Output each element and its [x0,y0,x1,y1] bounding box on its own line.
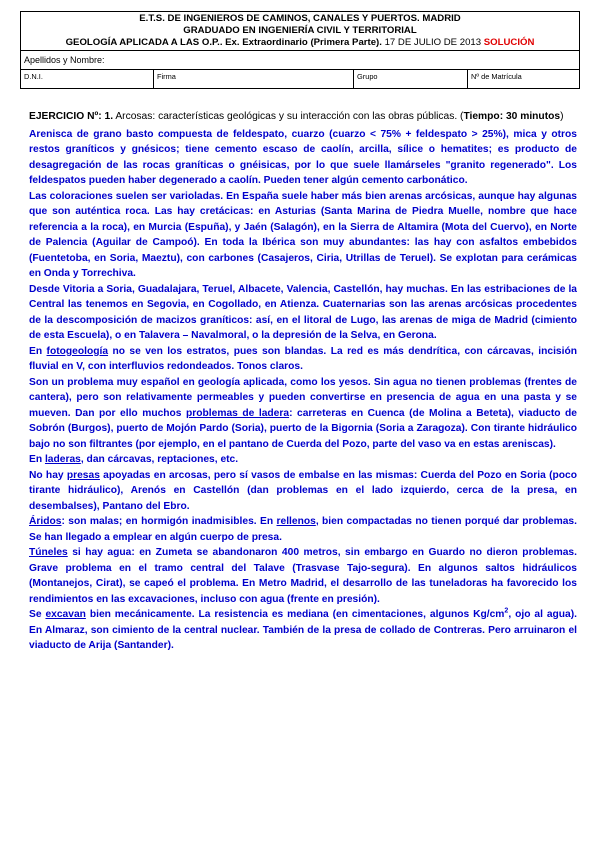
exercise-label: EJERCICIO Nº: 1. [29,111,114,122]
keyword-dams: presas [66,469,100,481]
name-label: Apellidos y Nombre: [24,55,105,65]
exam-header-table [20,11,580,89]
keyword-tunnels: Túneles [29,547,68,558]
registration-number-label: Nº de Matrícula [471,72,522,81]
exercise-time: Tiempo: 30 minutos [463,111,561,122]
exam-subject: GEOLOGÍA APLICADA A LAS O.P.. Ex. Extraordinario (Primera Parte). [65,37,382,48]
signature-label: Firma [157,72,176,81]
answer-paragraph-slopes: En laderas, dan cárcavas, reptaciones, etc. [29,454,239,465]
answer-paragraph-composition: Arenisca de grano basto compuesta de feldespato, cuarzo (cuarzo < 75% + feldespato > 25%), mica y otros restos graníticos y gnésicos; tiene cemento escaso de caolín, arcilla, sílice o hematites; es producto de desagregación de las rocas graníticas o gnéisicas, por lo que suele llamárseles "granito regenerado". Los feldespatos pueden haber degenerado a caolín. Pueden tener algún cemento carbonático. [29,128,577,186]
superscript-two: 2 [504,607,509,615]
keyword-photogeology: fotogeología [46,345,109,357]
keyword-excavation: excavan [45,609,86,620]
dni-field [21,70,154,89]
answer-paragraph-slope-problems: Son un problema muy español en geología aplicada, como los yesos. Sin agua no tienen problemas (frentes de cantera), pero son relativamente permeables y pueden convertirse en presencia de agua en una pasta y se mueven. Dan por ello muchos problemas de ladera: carreteras en Cuenca (de Molina a Beteta), viaducto de Sobrón (Burgos), puerto de Mojón Pardo (Soria), puerto de la Bigornia (Soria a Zaragoza). Con tirante hidráulico bajo no son filtrantes (por ejemplo, en el pantano de Cuerda del Pozo, parte del vaso va en estas areniscas). [29,376,577,450]
exam-date: 17 DE JULIO DE 2013 [381,37,482,48]
keyword-slopes: laderas [44,454,81,465]
group-label: Grupo [357,72,378,81]
answer-paragraph-photogeology: En fotogeología no se ven los estratos, pues son blandas. La red es más dendrítica, con cárcavas, incisión fluvial en V, con interfluvios redondeados. Tonos claros. [29,345,578,372]
answer-paragraph-excavation: Se excavan bien mecánicamente. La resistencia es mediana (en cimentaciones, algunos $Kg/cm^2$, ojo al agua). En Almaraz, son cimiento de la central nuclear. También de la presa de collado de Contreras. Pero arruinaron el viaducto de Arija (Santander). [29,607,578,651]
keyword-fills: rellenos [276,516,316,527]
exam-body [29,109,577,654]
dni-label: D.N.I. [24,72,43,81]
answer-paragraph-dams: No hay presas apoyadas en arcosas, pero sí vasos de embalse en las mismas: Cuerda del Pozo en Soria (poco tirante hidráulico), Arenós en Castellón (dan problemas en el lado izquierdo, cerca de la presa, en desembalses), Pantano del Ebro. [29,469,577,512]
group-field [354,70,468,89]
exam-title [24,37,576,49]
answer-paragraph-locations: Desde Vitoria a Soria, Guadalajara, Teruel, Albacete, Valencia, Castellón, hay muchas. En las estribaciones de la Central las tenemos en Segovia, en Cogollado, en Atienza. Cuaternarias son las arenas arcósicas procedentes de la descomposición de macizos graníticos: así, en el litoral de Lugo, las arenas de miga de Madrid (cimiento de esta Escuela), o en Talavera – Navalmoral, o la depresión de la Selva, en Gerona. [29,283,577,341]
exercise-statement [29,109,577,125]
name-field [21,51,580,70]
exercise-close: ) [560,111,564,122]
keyword-aggregates: Áridos [29,516,62,527]
school-name: E.T.S. DE INGENIEROS DE CAMINOS, CANALES Y PUERTOS. MADRID [139,13,461,24]
header-title [21,12,580,51]
answer-paragraph-occurrence: Las coloraciones suelen ser varioladas. En España suele haber más bien arenas arcósicas, aunque hay algunas que son auténtica roca. Las hay cretácicas: en Asturias (Santa Marina de Piedra Muelle, nombre que hace referencia a la roca), en Murcia (Espuña), y Jaén (Salagón), en la Sierra de Altamira (Mota del Cuervo), en Norte de Palencia (Aguilar de Campoó). En toda la Ibérica son muy abundantes: las hay con asfaltos embebidos (Fuentetoba, en Soria, Maeztu), con carbones (Casajeros, Ciria, Utrillas de Teruel). Se explotan para cerámicas en Onda y Torrechiva. [29,190,577,279]
degree-name: GRADUADO EN INGENIERÍA CIVIL Y TERRITORIAL [183,25,417,36]
exercise-question: Arcosas: características geológicas y su interacción con las obras públicas. ( [113,111,464,122]
registration-number-field [468,70,580,89]
solution-badge: SOLUCIÓN [483,37,535,48]
signature-field [154,70,354,89]
keyword-slope-problems: problemas de ladera [186,407,290,419]
answer-paragraph-tunnels: Túneles si hay agua: en Zumeta se abandonaron 400 metros, sin embargo en Guardo no dieron problemas. Grave problema en el tramo central del Talave (Trasvase Tajo-segura). En algunos saltos hidráulicos (Montanejos, Cirat), se capeó el problema. En Metro Madrid, el desarrollo de las tuneladoras ha favorecido los rendimientos en las excavaciones, incluso con agua (frente en presión). [29,547,577,605]
answer-paragraph-aggregates: Áridos: son malas; en hormigón inadmisibles. En rellenos, bien compactadas no tienen porqué dar problemas. Se han llegado a emplear en algún cuerpo de presa. [29,516,577,543]
